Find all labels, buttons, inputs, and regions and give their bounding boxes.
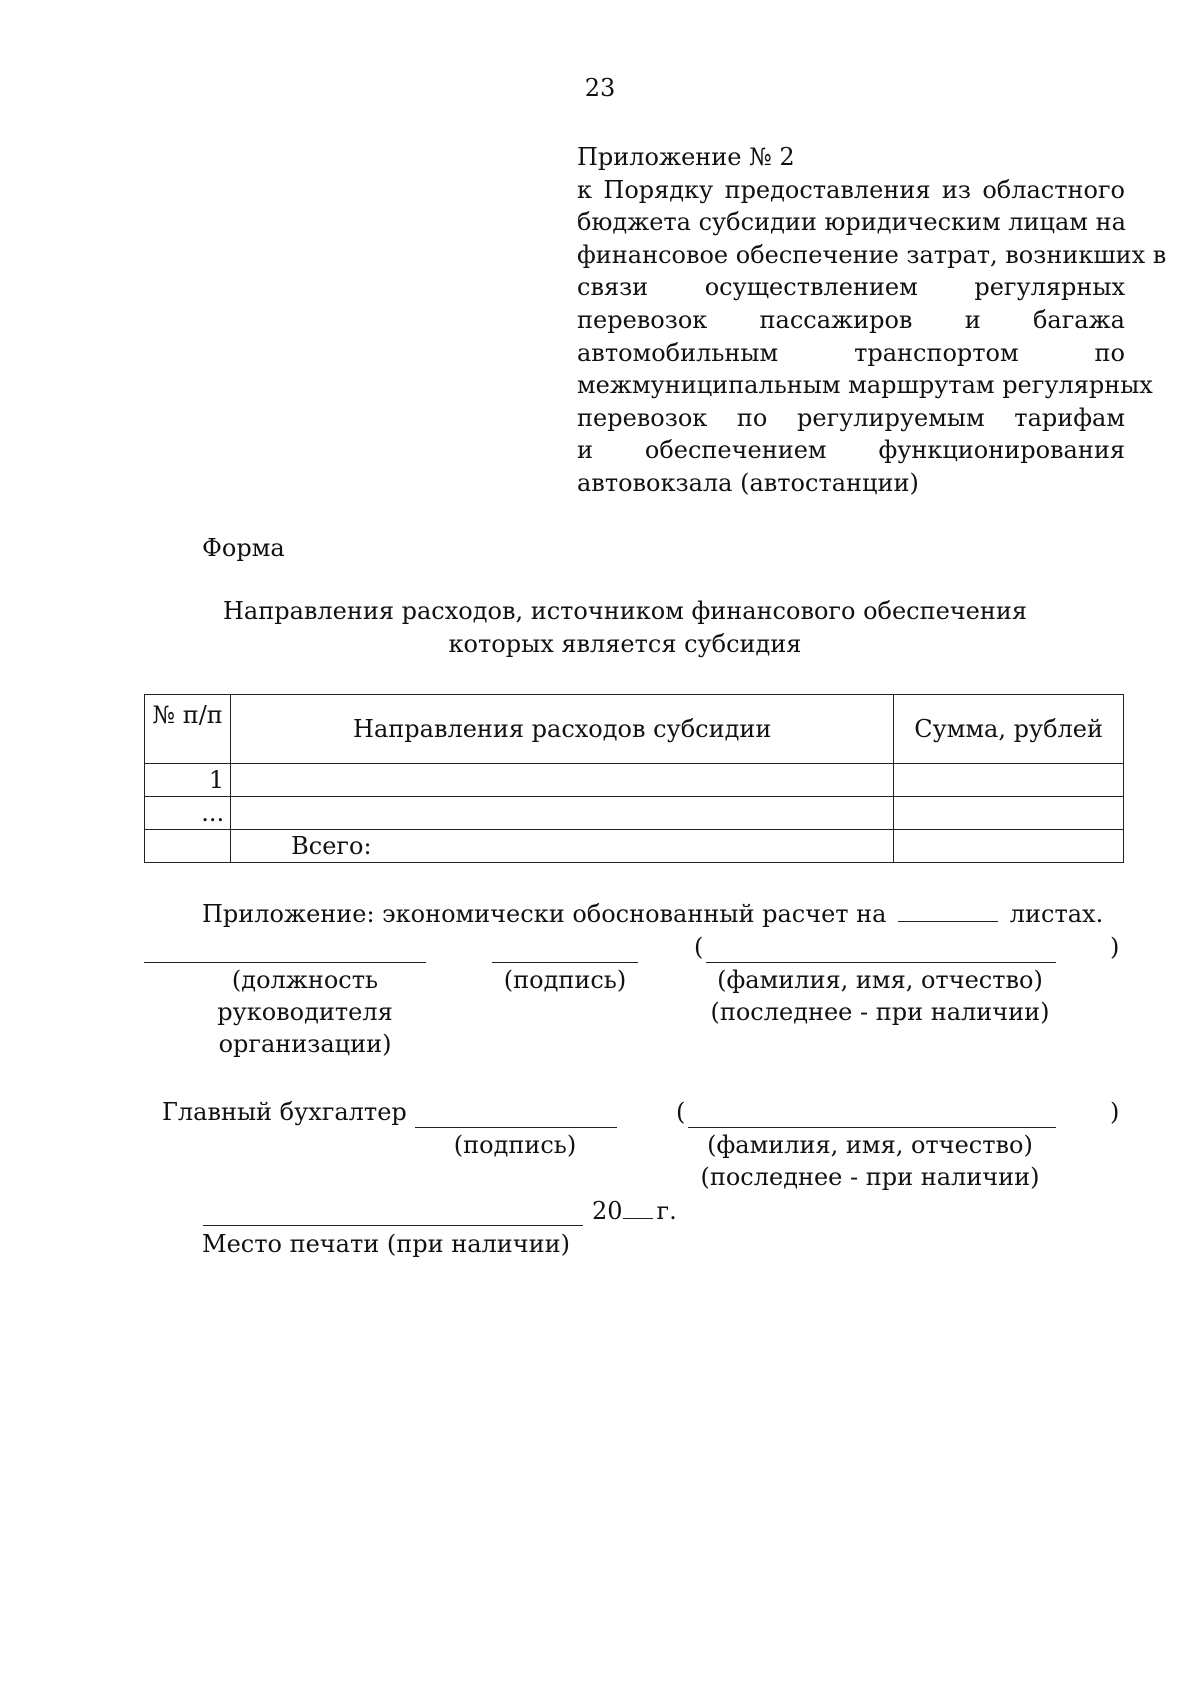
row-sum-cell[interactable] [894,797,1124,830]
year-prefix: 20 [592,1197,623,1225]
row-sum-cell[interactable] [894,764,1124,797]
row-direction-cell[interactable] [231,764,894,797]
head-name-caption [700,964,1060,1028]
name-caption-line: (фамилия, имя, отчество) [707,1131,1033,1159]
expenses-table [144,694,1124,863]
head-name-open-paren: ( [694,933,704,961]
attachment-line [202,898,1103,930]
accountant-name-field[interactable] [688,1127,1056,1128]
position-caption-line: (должность [231,966,379,994]
name-caption-line: (последнее - при наличии) [710,998,1050,1026]
table-title [0,595,1200,661]
header-number: № п/п [145,695,231,764]
row-number: ... [145,797,231,830]
accountant-signature-field[interactable] [415,1127,617,1128]
position-caption-line: организации) [218,1030,392,1058]
year-line [592,1195,677,1227]
accountant-signature-caption: (подпись) [453,1131,577,1159]
name-caption-line: (фамилия, имя, отчество) [717,966,1043,994]
table-title-line-2: которых является субсидия [448,630,802,658]
head-signature-field[interactable] [492,962,638,963]
appendix-line: перевозок по регулируемым тарифам [577,403,1125,432]
accountant-name-caption [690,1129,1050,1193]
total-label: Всего: [231,830,894,863]
table-row [145,764,1124,797]
page-number: 23 [584,74,616,102]
attachment-suffix: листах. [1009,900,1104,928]
appendix-line: и обеспечением функционирования [577,436,1125,465]
attachment-prefix: Приложение: экономически обоснованный расчет на [202,900,887,928]
header-direction: Направления расходов субсидии [231,695,894,764]
form-label: Форма [202,534,285,562]
table-total-row [145,830,1124,863]
accountant-label: Главный бухгалтер [162,1098,407,1126]
head-signature-caption: (подпись) [503,966,627,994]
date-field[interactable] [203,1225,583,1226]
head-name-field[interactable] [706,962,1056,963]
head-name-close-paren: ) [1110,933,1120,961]
table-title-line-1: Направления расходов, источником финансового обеспечения [222,597,1028,625]
table-row [145,797,1124,830]
appendix-line: автомобильным транспортом по [577,338,1125,367]
row-direction-cell[interactable] [231,797,894,830]
appendix-title: Приложение № 2 [577,143,795,171]
appendix-line: межмуниципальным маршрутам регулярных [577,371,1153,400]
appendix-line: автовокзала (автостанции) [577,468,919,497]
stamp-label: Место печати (при наличии) [202,1230,570,1258]
position-caption [160,964,450,1060]
appendix-line: связи осуществлением регулярных [577,273,1125,302]
appendix-line: к Порядку предоставления из областного [577,175,1125,204]
year-field[interactable] [623,1196,653,1219]
total-sum-cell[interactable] [894,830,1124,863]
appendix-line: перевозок пассажиров и багажа [577,305,1125,334]
position-field[interactable] [144,962,426,963]
position-caption-line: руководителя [217,998,393,1026]
row-number: 1 [145,764,231,797]
name-caption-line: (последнее - при наличии) [700,1163,1040,1191]
appendix-line: финансовое обеспечение затрат, возникших в [577,240,1167,269]
year-suffix: г. [656,1197,677,1225]
accountant-name-close-paren: ) [1110,1098,1120,1126]
appendix-line: бюджета субсидии юридическим лицам на [577,208,1126,237]
sheets-count-field[interactable] [898,899,998,922]
table-header-row [145,695,1124,764]
header-sum: Сумма, рублей [894,695,1124,764]
total-number-cell [145,830,231,863]
appendix-header [577,141,1167,500]
accountant-name-open-paren: ( [676,1098,686,1126]
